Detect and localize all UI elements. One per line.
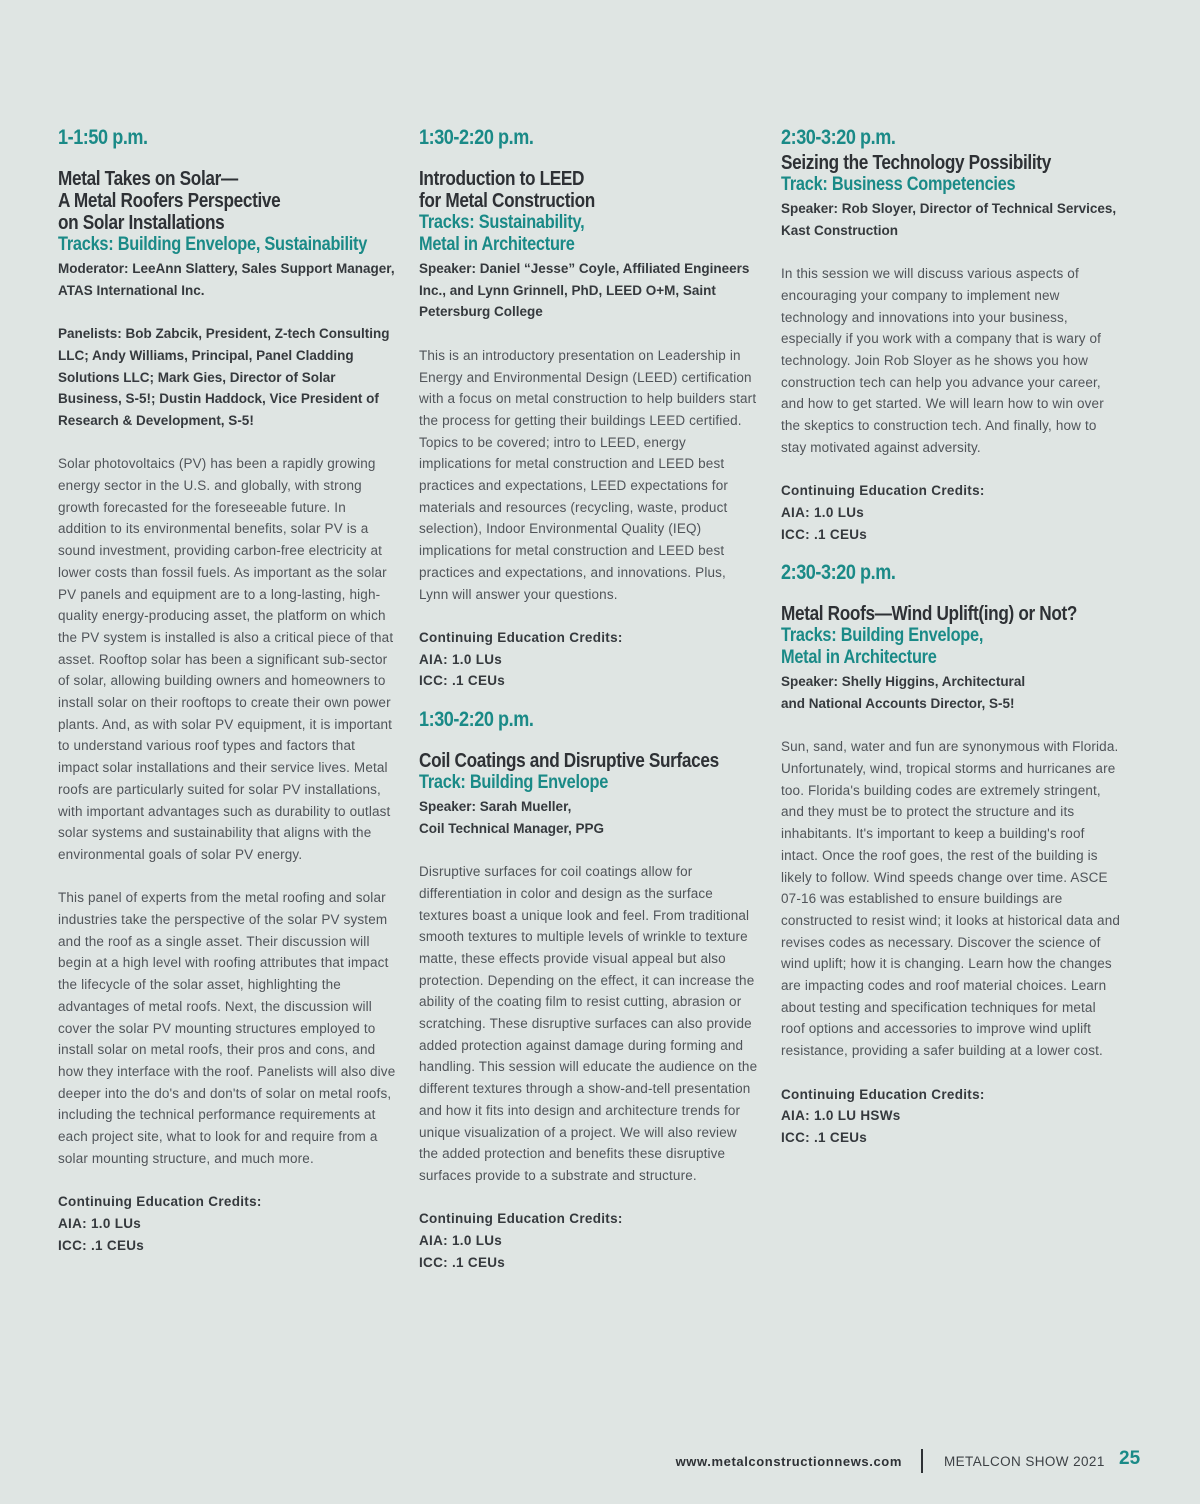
moderator: Moderator: LeeAnn Slattery, Sales Support Manager, ATAS International Inc. xyxy=(58,261,395,298)
credits-heading: Continuing Education Credits: xyxy=(781,483,985,499)
credits-aia: AIA: 1.0 LUs xyxy=(419,651,503,667)
credits-aia: AIA: 1.0 LUs xyxy=(781,504,865,520)
session-title xyxy=(419,168,759,212)
session-title: Metal Roofs—Wind Uplift(ing) or Not? xyxy=(781,603,1078,626)
session-track: Metal in Architecture xyxy=(781,647,937,669)
session-time: 1-1:50 p.m. xyxy=(58,126,148,149)
credits-aia: AIA: 1.0 LUs xyxy=(419,1233,503,1249)
credits-heading: Continuing Education Credits: xyxy=(419,1211,623,1227)
session-track: Track: Building Envelope xyxy=(419,772,609,794)
credits-icc: ICC: .1 CEUs xyxy=(419,673,506,689)
session-description: Sun, sand, water and fun are synonymous with Florida. Unfortunately, wind, tropical storms and hurricanes are too. Florida's building codes are extremely stringent, and they must be to protect the structure and its inhabitants. It's important to keep a building's roof intact. Once the roof goes, the rest of the building is likely to follow. Wind speeds change over time. ASCE 07-16 was established to ensure buildings are constructed to resist wind; it looks at historical data and revises codes as necessary. Discover the science of wind uplift; how it is changing. Learn how the changes are impacting codes and roof material choices. Learn about testing and specification techniques for metal roof options and accessories to improve wind uplift resistance, providing a safer building at a lower cost. xyxy=(781,739,1121,1059)
session-time: 1:30-2:20 p.m. xyxy=(419,126,534,149)
credits-icc: ICC: .1 CEUs xyxy=(781,526,868,542)
page-footer xyxy=(0,1446,1200,1476)
session-solar xyxy=(58,124,398,1256)
session-time: 1:30-2:20 p.m. xyxy=(419,708,534,732)
speaker: Speaker: Shelly Higgins, Architectural and National Accounts Director, S-5! xyxy=(781,674,1026,711)
credits-icc: ICC: .1 CEUs xyxy=(781,1129,868,1145)
education-credits xyxy=(781,480,1121,545)
session-wind-uplift xyxy=(781,559,1121,1148)
speaker: Speaker: Daniel “Jesse” Coyle, Affiliated Engineers Inc., and Lynn Grinnell, PhD, LEED O+M, Saint Petersburg College xyxy=(419,261,750,320)
column-left xyxy=(58,124,398,1256)
session-time: 2:30-3:20 p.m. xyxy=(781,561,896,585)
credits-heading: Continuing Education Credits: xyxy=(781,1086,985,1102)
credits-aia: AIA: 1.0 LUs xyxy=(58,1215,142,1231)
title-line: Metal Takes on Solar— xyxy=(58,168,238,190)
session-time: 2:30-3:20 p.m. xyxy=(781,126,896,149)
education-credits xyxy=(781,1084,1121,1149)
column-right xyxy=(781,124,1121,1149)
session-track: Tracks: Sustainability, xyxy=(419,212,585,233)
footer-divider xyxy=(921,1449,923,1473)
speaker: Speaker: Sarah Mueller, Coil Technical Manager, PPG xyxy=(419,799,605,836)
session-track: Tracks: Building Envelope, Sustainability xyxy=(58,234,368,255)
session-leed xyxy=(419,124,759,692)
session-description: This is an introductory presentation on Leadership in Energy and Environmental Design (LEED) certification with a focus on metal construction to help builders start the process for getting their buildings LEED certified. Topics to be covered; intro to LEED, energy implications for metal construction and LEED best practices and expectations, LEED expectations for materials and resources (recycling, waste, product selection), Indoor Environmental Quality (IEQ) implications for metal construction and LEED best practices and expectations, and innovations. Plus, Lynn will answer your questions. xyxy=(419,347,757,602)
education-credits xyxy=(419,1208,759,1273)
session-title: Seizing the Technology Possibility xyxy=(781,152,1051,174)
credits-heading: Continuing Education Credits: xyxy=(419,629,623,645)
session-technology xyxy=(781,124,1121,545)
panelists: Panelists: Bob Zabcik, President, Z-tech Consulting LLC; Andy Williams, Principal, Panel Cladding Solutions LLC; Mark Gies, Director of Solar Business, S-5!; Dustin Haddock, Vice President of Research & Development, S-5! xyxy=(58,326,390,428)
page-number: 25 xyxy=(1119,1448,1141,1469)
title-line: for Metal Construction xyxy=(419,190,595,212)
session-description: In this session we will discuss various aspects of encouraging your company to implement new technology and innovations into your business, especially if you work with a company that is wary of technology. Join Rob Sloyer as he shows you how construction tech can help you advance your career, and how to get started. We will learn how to win over the skeptics to construction tech. And finally, how to stay motivated against adversity. xyxy=(781,266,1104,455)
website-link[interactable]: www.metalconstructionnews.com xyxy=(675,1454,902,1469)
title-line: Introduction to LEED xyxy=(419,168,585,190)
session-title xyxy=(58,168,398,234)
title-line: on Solar Installations xyxy=(58,212,225,234)
session-description: This panel of experts from the metal roofing and solar industries take the perspective of the solar PV system and the roof as a single asset. Their discussion will begin at a high level with roofing attributes that impact the lifecycle of the solar asset, highlighting the advantages of metal roofs. Next, the discussion will cover the solar PV mounting structures employed to install solar on metal roofs, their pros and cons, and how they interface with the roof. Panelists will also dive deeper into the do's and don'ts of solar on metal roofs, including the technical performance requirements at each project site, what to look for and require from a solar mounting structure, and much more. xyxy=(58,890,396,1166)
column-middle xyxy=(419,124,759,1273)
session-track: Track: Business Competencies xyxy=(781,174,1016,195)
speaker: Speaker: Rob Sloyer, Director of Technical Services, Kast Construction xyxy=(781,201,1117,238)
session-track: Metal in Architecture xyxy=(419,234,575,255)
credits-icc: ICC: .1 CEUs xyxy=(419,1254,506,1270)
credits-heading: Continuing Education Credits: xyxy=(58,1194,262,1210)
session-title: Coil Coatings and Disruptive Surfaces xyxy=(419,750,719,773)
session-track: Tracks: Building Envelope, xyxy=(781,625,984,647)
credits-icc: ICC: .1 CEUs xyxy=(58,1237,145,1253)
publication-name: METALCON SHOW 2021 xyxy=(944,1454,1105,1469)
credits-aia: AIA: 1.0 LU HSWs xyxy=(781,1108,901,1124)
education-credits xyxy=(58,1191,398,1256)
session-coil-coatings xyxy=(419,706,759,1273)
session-description: Disruptive surfaces for coil coatings allow for differentiation in color and design as the surface textures boast a unique look and feel. From traditional smooth textures to multiple levels of wrinkle to texture matte, these effects provide visual appeal but also protection. Depending on the effect, it can increase the ability of the coating film to resist cutting, abrasion or scratching. These disruptive surfaces can also provide added protection against damage during forming and handling. This session will educate the audience on the different textures through a show-and-tell presentation and how it fits into design and architecture trends for unique visualization of a project. We will also review the added protection and benefits these disruptive surfaces provide to a substrate and structure. xyxy=(419,864,758,1183)
session-description: Solar photovoltaics (PV) has been a rapidly growing energy sector in the U.S. and globally, with strong growth forecasted for the foreseeable future. In addition to its environmental benefits, solar PV is a sound investment, providing carbon-free electricity at lower costs than fossil fuels. As important as the solar PV panels and equipment are to a long-lasting, high-quality energy-producing asset, the platform on which the PV system is installed is also a critical piece of that asset. Rooftop solar has been a significant sub-sector of solar, allowing building owners and homeowners to install solar on their rooftops to create their own power plants. And, as with solar PV equipment, it is important to understand various roof types and factors that impact solar installations and their service lives. Metal roofs are particularly suited for solar PV installations, with important advantages such as durability to outlast solar systems and sustainability that aligns with the environmental goals of solar PV energy. xyxy=(58,456,394,862)
title-line: A Metal Roofers Perspective xyxy=(58,190,281,212)
education-credits xyxy=(419,627,759,692)
